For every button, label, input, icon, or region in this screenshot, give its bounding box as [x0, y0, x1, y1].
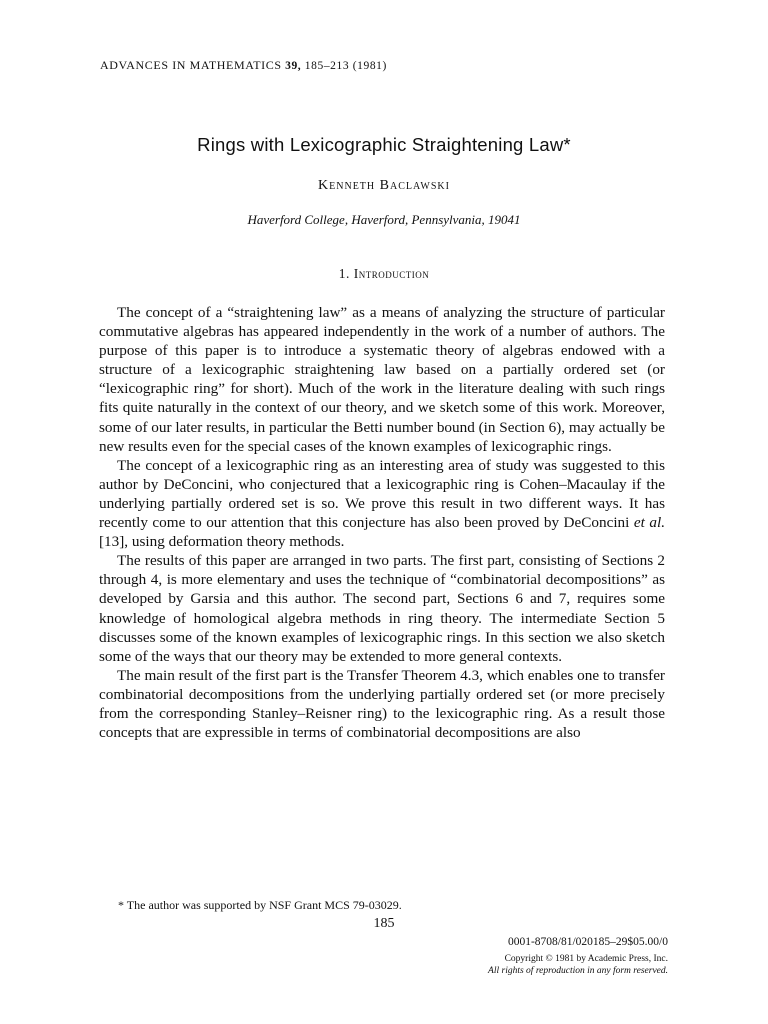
- author-name: Kenneth Baclawski: [318, 178, 450, 193]
- paragraph: The concept of a “straightening law” as a means of analyzing the structure of particular commutative algebras has appeared independently in the work of a number of authors. The purpose of this paper is to introduce a systematic theory of algebras endowed with a structure of a lexicographic straightening law based on a partially ordered set (or “lexicographic ring” for short). Much of the work in the literature dealing with such rings fits quite naturally in the context of our theory, and we sketch some of this work. Moreover, some of our later results, in particular the Betti number bound (in Section 6), may actually be new results even for the special cases of the known examples of lexicographic rings.: [99, 304, 666, 455]
- paragraph-italic: et al.: [633, 514, 665, 532]
- footnote: * The author was supported by NSF Grant MCS 79-03029.: [118, 898, 402, 912]
- section-number: 1.: [338, 266, 350, 281]
- journal-name: ADVANCES IN MATHEMATICS: [100, 58, 282, 72]
- paragraph-text: The concept of a lexicographic ring as an interesting area of study was suggested to this author by DeConcini, who conjectured that a lexicographic ring is Cohen–Macaulay if the underlying partially ordered set is so. We prove this result in two different ways. It has recently come to our attention that this conjecture has also been proved by DeConcini: [99, 456, 665, 532]
- paper-title: Rings with Lexicographic Straightening Law*: [197, 134, 571, 155]
- copyright-line: Copyright © 1981 by Academic Press, Inc.: [504, 954, 668, 964]
- journal-header: [100, 58, 387, 73]
- body-text: [99, 303, 665, 742]
- page-number: 185: [373, 916, 395, 931]
- author-affiliation: Haverford College, Haverford, Pennsylvania, 19041: [247, 212, 521, 227]
- publication-code: 0001-8708/81/020185–29$05.00/0: [507, 936, 668, 948]
- section-heading: [0, 266, 768, 282]
- journal-volume: 39,: [285, 60, 302, 72]
- paragraph: [99, 456, 665, 551]
- paragraph-text: [13], using deformation theory methods.: [99, 533, 345, 551]
- paragraph: The main result of the first part is the Transfer Theorem 4.3, which enables one to transfer combinatorial decompositions from the underlying partially ordered set (or more precisely from the corresponding Stanley–Reisner ring) to the lexicographic ring. As a result those concepts that are expressible in terms of combinatorial decompositions are also: [99, 666, 665, 742]
- journal-pages-year: 185–213 (1981): [304, 60, 387, 72]
- section-name: Introduction: [353, 266, 430, 281]
- paragraph: The results of this paper are arranged in two parts. The first part, consisting of Sections 2 through 4, is more elementary and uses the technique of “combinatorial decompositions” as developed by Garsia and this author. The second part, Sections 6 and 7, requires some knowledge of homological algebra methods in ring theory. The intermediate Section 5 discusses some of the known examples of lexicographic rings. In this section we also sketch some of the ways that our theory may be extended to more general contexts.: [99, 552, 665, 665]
- rights-line: All rights of reproduction in any form reserved.: [488, 966, 668, 976]
